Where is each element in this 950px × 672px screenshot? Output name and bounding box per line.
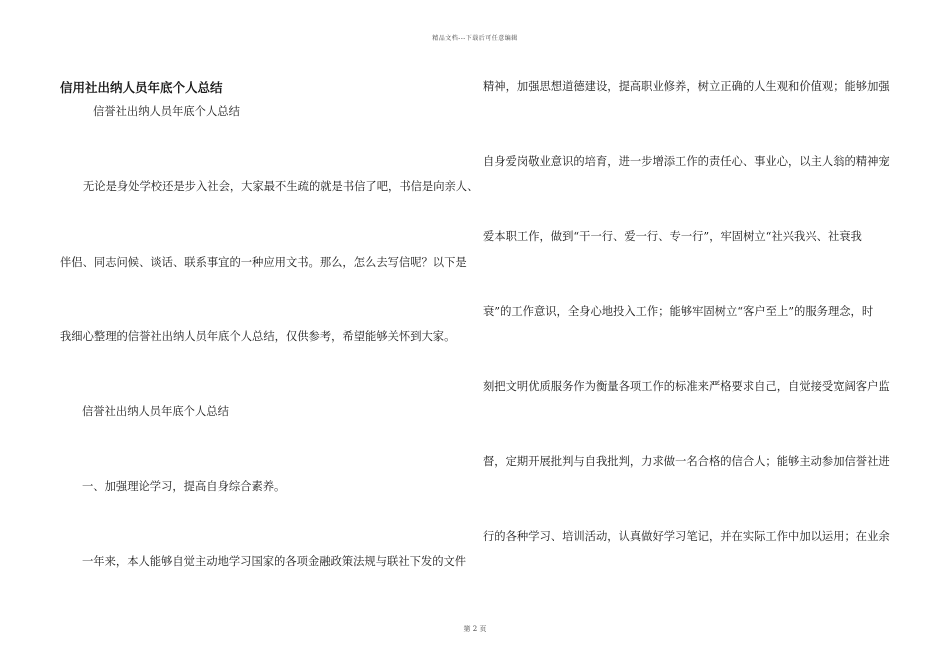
body-paragraph-line: 一年来，本人能够自觉主动地学习国家的各项金融政策法规与联社下发的文件 xyxy=(82,555,467,568)
intro-paragraph-line: 我细心整理的信誉社出纳人员年底个人总结，仅供参考，希望能够关怀到大家。 xyxy=(60,330,456,343)
body-paragraph-line: 精神，加强思想道德建设，提高职业修养，树立正确的人生观和价值观；能够加强 xyxy=(483,80,890,93)
body-paragraph-line: 衰”的工作意识，全身心地投入工作；能够牢固树立“客户至上”的服务理念，时 xyxy=(483,305,874,318)
intro-paragraph-line: 无论是身处学校还是步入社会，大家最不生疏的就是书信了吧，书信是向亲人、 xyxy=(83,180,479,193)
body-paragraph-line: 督，定期开展批判与自我批判，力求做一名合格的信合人；能够主动参加信誉社进 xyxy=(483,455,890,468)
section-heading: 一、加强理论学习，提高自身综合素养。 xyxy=(82,480,286,493)
document-subtitle: 信誉社出纳人员年底个人总结 xyxy=(93,105,240,118)
left-column xyxy=(60,0,480,672)
right-column xyxy=(483,0,893,672)
body-paragraph-line: 自身爱岗敬业意识的培育，进一步增添工作的责任心、事业心，以主人翁的精神宠 xyxy=(483,155,890,168)
body-paragraph-line: 行的各种学习、培训活动，认真做好学习笔记，并在实际工作中加以运用；在业余 xyxy=(483,530,890,543)
document-title: 信用社出纳人员年底个人总结 xyxy=(60,80,223,95)
body-paragraph-line: 爱本职工作，做到“干一行、爱一行、专一行”，牢固树立“社兴我兴、社衰我 xyxy=(483,230,862,243)
body-paragraph-line: 刻把文明优质服务作为衡量各项工作的标准来严格要求自己，自觉接受宽阔客户监 xyxy=(483,380,890,393)
page-header: 精品文档---下载后可任意编辑 xyxy=(432,35,518,42)
page-number: 第 2 页 xyxy=(463,625,487,633)
intro-paragraph-line: 伴侣、同志问候、谈话、联系事宜的一种应用文书。那么，怎么去写信呢？以下是 xyxy=(60,256,467,269)
section-title: 信誉社出纳人员年底个人总结 xyxy=(82,405,229,418)
